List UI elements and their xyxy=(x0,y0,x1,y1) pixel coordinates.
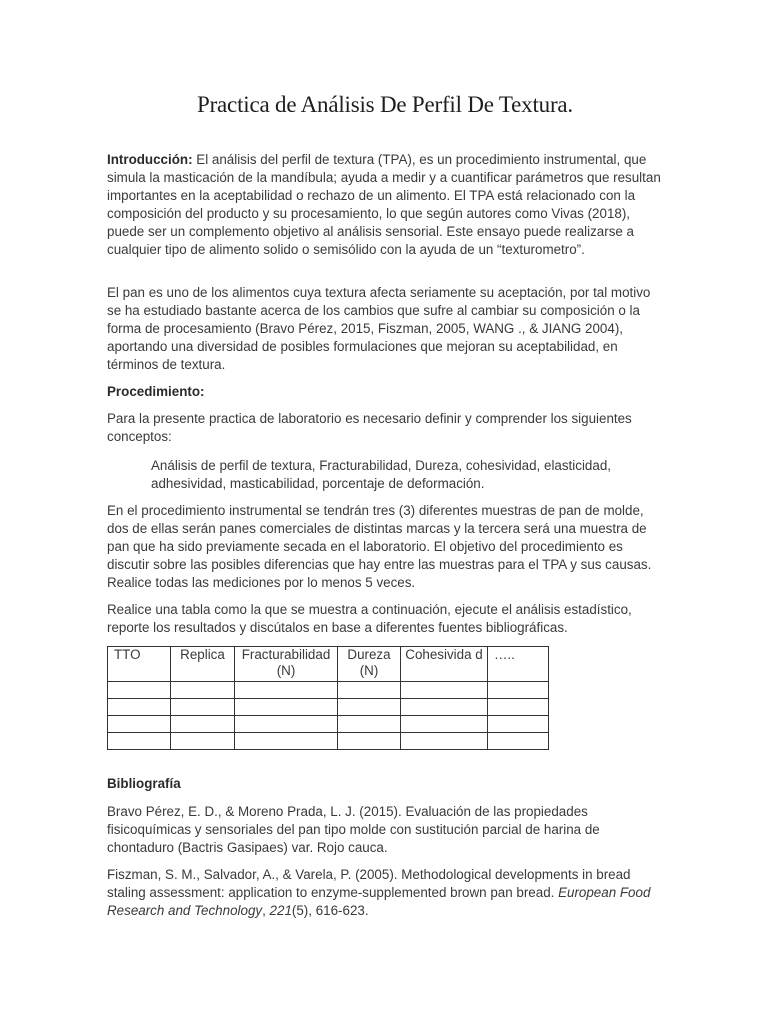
reference-fiszman-text: Fiszman, S. M., Salvador, A., & Varela, P. (2005). Methodological developments in bread staling assessment: application to enzyme-supplemented brown pan bread. xyxy=(107,867,631,900)
reference-fiszman-journal: European Food Research and Technology xyxy=(107,885,651,918)
header-cell-dureza: Dureza (N) xyxy=(338,647,401,682)
table-row xyxy=(108,733,549,750)
bibliography-heading: Bibliografía xyxy=(107,776,181,791)
reference-fiszman-volume: 221 xyxy=(269,903,292,918)
intro-text: El análisis del perfil de textura (TPA), es un procedimiento instrumental, que simula la masticación de la mandíbula; ayuda a medir y a cuantificar parámetros que resultan importantes en la aceptabilidad o rechazo de un alimento. El TPA está relacionado con la composición del producto y su procesamiento, lo que según autores como Vivas (2018), puede ser un complemento objetivo al análisis sensorial. Este ensayo puede realizarse a cualquier tipo de alimento solido o semisólido con la ayuda de un “texturometro”. xyxy=(107,152,661,257)
procedure-intro: Para la presente practica de laboratorio es necesario definir y comprender los siguientes conceptos: xyxy=(107,411,632,444)
header-cell-cohesividad: Cohesivida d xyxy=(401,647,488,682)
concepts-list: Análisis de perfil de textura, Fracturabilidad, Dureza, cohesividad, elasticidad, adhesividad, masticabilidad, porcentaje de deformación. xyxy=(151,458,611,491)
reference-fiszman-sep: , xyxy=(262,903,270,918)
procedure-heading: Procedimiento: xyxy=(107,384,205,399)
intro-label: Introducción: xyxy=(107,152,193,167)
header-cell-fracturabilidad: Fracturabilidad (N) xyxy=(235,647,338,682)
bread-paragraph: El pan es uno de los alimentos cuya textura afecta seriamente su aceptación, por tal motivo se ha estudiado bastante acerca de los cambios que sufre al cambiar su composición o la forma de procesamiento (Bravo Pérez, 2015, Fiszman, 2005, WANG ., & JIANG 2004), aportando una diversidad de posibles formulaciones que mejoran su aceptabilidad, en términos de textura. xyxy=(107,285,651,372)
table-header-row xyxy=(108,647,549,682)
header-cell-more: ….. xyxy=(488,647,549,682)
page-title: Practica de Análisis De Perfil De Textura. xyxy=(197,92,573,117)
header-cell-replica: Replica xyxy=(171,647,235,682)
results-table xyxy=(107,646,549,750)
reference-fiszman xyxy=(107,866,663,920)
table-instruction: Realice una tabla como la que se muestra a continuación, ejecute el análisis estadístico, reporte los resultados y discútalos en base a diferentes fuentes bibliográficas. xyxy=(107,602,632,635)
procedure-paragraph: En el procedimiento instrumental se tendrán tres (3) diferentes muestras de pan de molde, dos de ellas serán panes comerciales de distintas marcas y la tercera será una muestra de pan que ha sido previamente secada en el laboratorio. El objetivo del procedimiento es discutir sobre las posibles diferencias que hay entre las muestras para el TPA y sus causas. Realice todas las mediciones por lo menos 5 veces. xyxy=(107,503,652,590)
table-row xyxy=(108,699,549,716)
table-row xyxy=(108,716,549,733)
header-cell-tto: TTO xyxy=(108,647,171,682)
table-row xyxy=(108,682,549,699)
reference-bravo: Bravo Pérez, E. D., & Moreno Prada, L. J. (2015). Evaluación de las propiedades fisicoquímicas y sensoriales del pan tipo molde con sustitución parcial de harina de chontaduro (Bactris Gasipaes) var. Rojo cauca. xyxy=(107,804,600,855)
reference-fiszman-pages: (5), 616-623. xyxy=(291,903,369,918)
intro-paragraph xyxy=(107,151,663,259)
